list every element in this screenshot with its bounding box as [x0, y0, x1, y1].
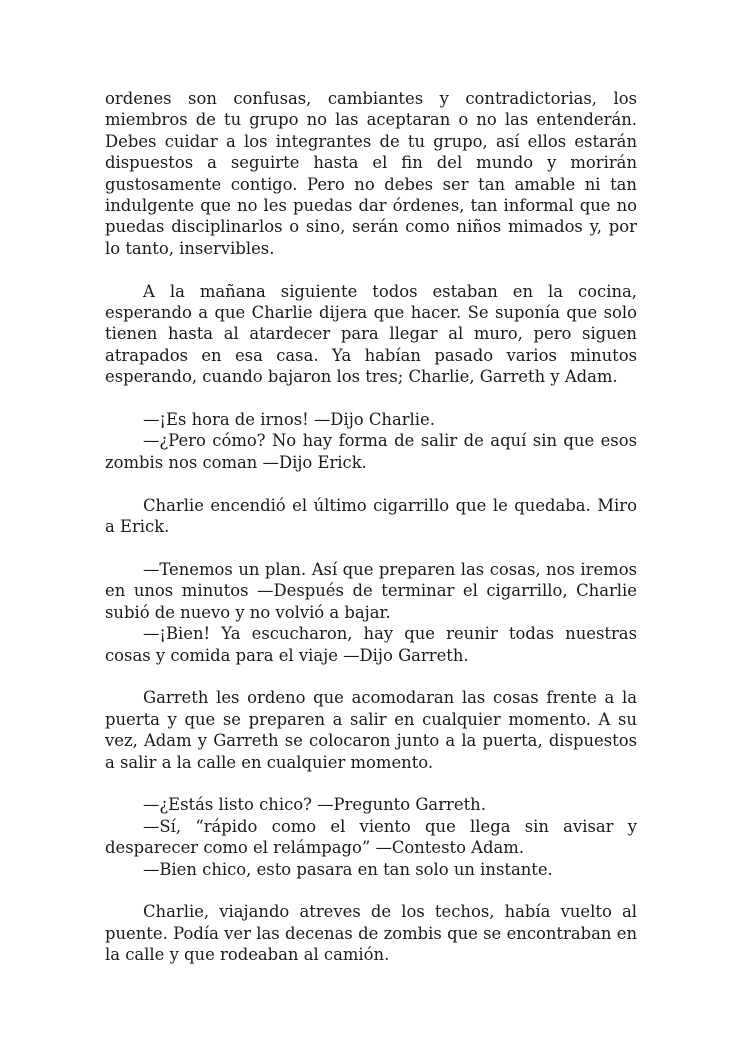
paragraph-cigarette: Charlie encendió el último cigarrillo que le quedaba. Miro a Erick.: [105, 495, 637, 537]
dialogue-line: —Bien chico, esto pasara en tan solo un instante.: [143, 859, 553, 879]
dialogue-line: —Sí, “rápido como el viento que llega sin avisar y desparecer como el relámpago” —Contesto Adam.: [105, 816, 637, 858]
book-page: [105, 88, 637, 966]
dialogue-line: —¡Es hora de irnos! —Dijo Charlie.: [143, 410, 435, 430]
dialogue-line: —¿Pero cómo? No hay forma de salir de aquí sin que esos zombis nos coman —Dijo Erick.: [105, 431, 637, 472]
dialogue-line: —Tenemos un plan. Así que preparen las cosas, nos iremos en unos minutos —Después de terminar el cigarrillo, Charlie subió de nuevo y no volvió a bajar.: [105, 559, 637, 622]
paragraph-morning-kitchen: A la mañana siguiente todos estaban en la cocina, esperando a que Charlie dijera que hacer. Se suponía que solo tienen hasta al atardecer para llegar al muro, pero siguen atrapados en esa casa. Ya habían pasado varios minutos esperando, cuando bajaron los tres; Charlie, Garreth y Adam.: [105, 281, 637, 387]
paragraph-rooftops: Charlie, viajando atreves de los techos, había vuelto al puente. Podía ver las decenas de zombis que se encontraban en la calle y que rodeaban al camión.: [105, 902, 637, 965]
dialogue-line: —¿Estás listo chico? —Pregunto Garreth.: [143, 795, 486, 815]
paragraph-door-preparation: Garreth les ordeno que acomodaran las cosas frente a la puerta y que se preparen a salir en cualquier momento. A su vez, Adam y Garreth se colocaron junto a la puerta, dispuestos a salir a la calle en cualquier momento.: [105, 688, 637, 772]
dialogue-line: —¡Bien! Ya escucharon, hay que reunir todas nuestras cosas y comida para el viaje —Dijo Garreth.: [105, 624, 637, 665]
paragraph-leadership-advice: ordenes son confusas, cambiantes y contradictorias, los miembros de tu grupo no las aceptaran o no las entenderán. Debes cuidar a los integrantes de tu grupo, así ellos estarán dispuestos a seguirte hasta el fin del mundo y morirán gustosamente contigo. Pero no debes ser tan amable ni tan indulgente que no les puedas dar órdenes, tan informal que no puedas disciplinarlos o sino, serán como niños mimados y, por lo tanto, inservibles.: [105, 89, 637, 258]
